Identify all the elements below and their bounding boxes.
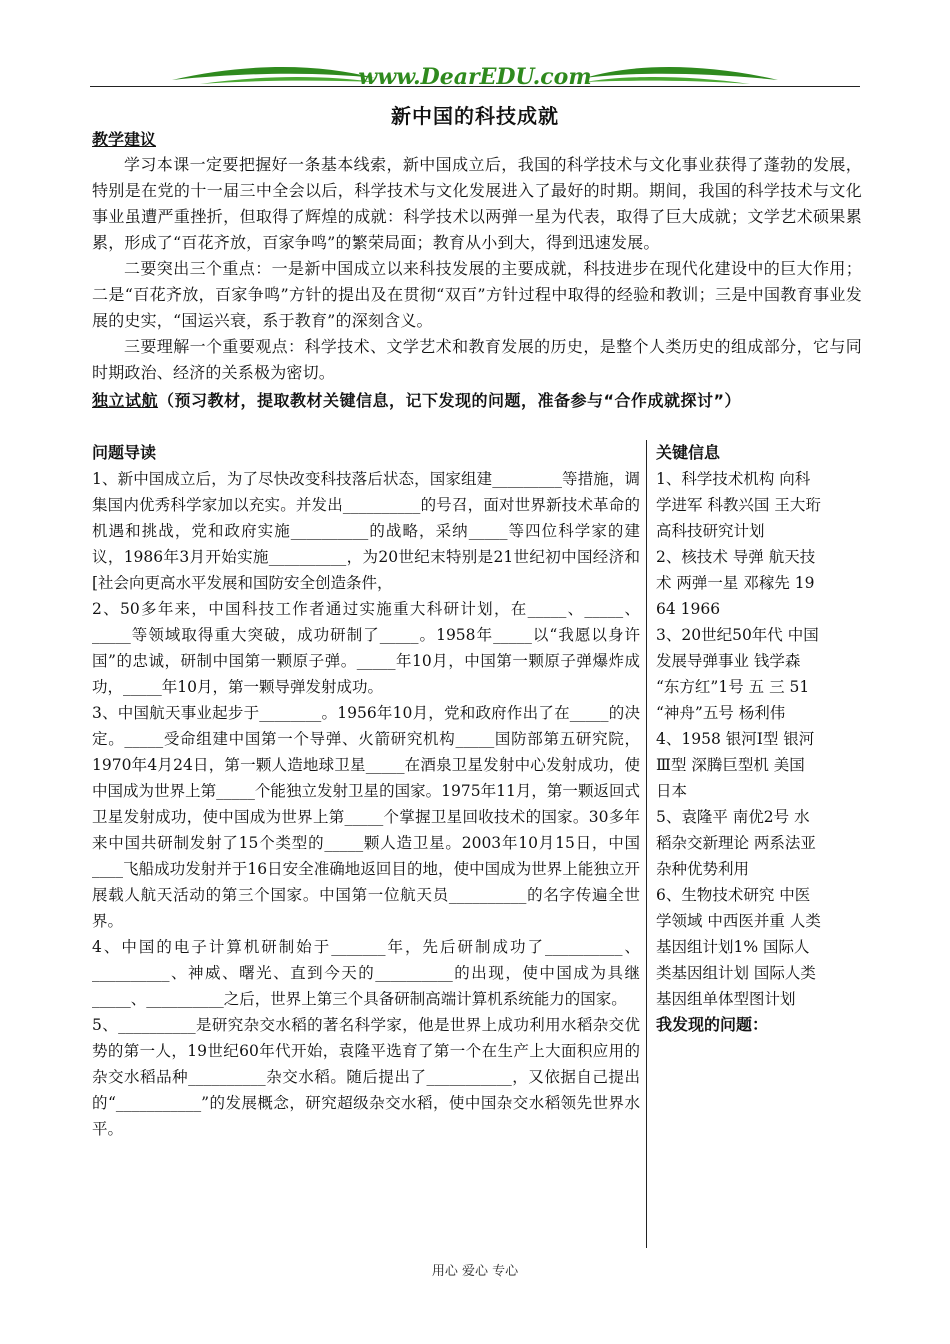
question-item: 5、__________是研究杂交水稻的著名科学家，他是世界上成功利用水稻杂交优势的第一人，19世纪60年代开始，袁隆平选育了第一个在生产上大面积应用的杂交水稻品种__________杂交水稻。随后提出了___________，又依据自己提出的“___________”的发展概念，研究超级杂交水稻，使中国杂交水稻领先世界水平。 — [92, 1016, 640, 1138]
section-subtitle: （预习教材，提取教材关键信息，记下发现的问题，准备参与“合作成就探讨”） — [158, 391, 742, 410]
independent-task-heading — [92, 388, 862, 414]
key-info-column — [656, 440, 822, 1038]
column-divider — [646, 440, 647, 1248]
key-info-item: 3、20世纪50年代 中国发展导弹事业 钱学森 “东方红”1号 五 三 51 “神舟”五号 杨利伟 — [656, 626, 819, 722]
two-column-table — [92, 440, 822, 1248]
key-info-item: 6、生物技术研究 中医学领域 中西医并重 人类基因组计划1% 国际人类基因组计划 国际人类基因组单体型图计划 — [656, 886, 821, 1008]
page-footer: 用心 爱心 专心 — [431, 1264, 519, 1279]
section-heading-independent: 独立试航 — [92, 391, 159, 410]
found-problems-label: 我发现的问题： — [656, 1015, 769, 1034]
key-info-item: 4、1958 银河Ⅰ型 银河Ⅲ型 深腾巨型机 美国 日本 — [656, 730, 815, 800]
page-title: 新中国的科技成就 — [391, 104, 559, 128]
question-item: 3、中国航天事业起步于________。1956年10月，党和政府作出了在_____的决定。_____受命组建中国第一个导弹、火箭研究机构_____国防部第五研究院，1970年4月24日，第一颗人造地球卫星_____在酒泉卫星发射中心发射成功，使中国成为世界上第_____个能独立发射卫星的国家。1975年11月，第一颗返回式卫星发射成功，使中国成为世界上第_____个掌握卫星回收技术的国家。30多年来中国共研制发射了15个类型的_____颗人造卫星。2003年10月15日，中国____飞船成功发射并于16日安全准确地返回目的地，使中国成为世界上能独立开展载人航天活动的第三个国家。中国第一位航天员__________的名字传遍全世界。 — [92, 704, 640, 930]
swoosh-left-icon — [172, 67, 375, 84]
paragraph-1: 学习本课一定要把握好一条基本线索，新中国成立后，我国的科学技术与文化事业获得了蓬勃的发展，特别是在党的十一届三中全会以后，科学技术与文化发展进入了最好的时期。期间，我国的科学技术与文化事业虽遭严重挫折，但取得了辉煌的成就：科学技术以两弹一星为代表，取得了巨大成就；文学艺术硕果累累，形成了“百花齐放，百家争鸣”的繁荣局面；教育从小到大，得到迅速发展。 — [92, 155, 862, 252]
question-item: 4、中国的电子计算机研制始于_______年，先后研制成功了__________、__________、神威、曙光、直到今天的__________的出现，使中国成为具继_____、__________之后，世界上第三个具备研制高端计算机系统能力的国家。 — [92, 938, 640, 1008]
question-column — [92, 440, 640, 1142]
site-logo-text: www.DearEDU.com — [358, 64, 592, 90]
question-column-heading: 问题导读 — [92, 443, 157, 462]
key-info-item: 2、核技术 导弹 航天技术 两弹一星 邓稼先 1964 1966 — [656, 548, 816, 618]
key-info-item: 5、袁隆平 南优2号 水稻杂交新理论 两系法亚杂种优势利用 — [656, 808, 816, 878]
teaching-suggestions — [92, 128, 862, 414]
section-heading-teaching: 教学建议 — [92, 130, 157, 149]
paragraph-2: 二要突出三个重点：一是新中国成立以来科技发展的主要成就，科技进步在现代化建设中的巨大作用；二是“百花齐放，百家争鸣”方针的提出及在贯彻“双百”方针过程中取得的经验和教训；三是中国教育事业发展的史实，“国运兴衰，系于教育”的深刻含义。 — [92, 259, 862, 330]
swoosh-right-icon — [585, 67, 778, 84]
paragraph-3: 三要理解一个重要观点：科学技术、文学艺术和教育发展的历史，是整个人类历史的组成部分，它与同时期政治、经济的关系极为密切。 — [92, 337, 862, 382]
key-info-heading: 关键信息 — [656, 443, 721, 462]
key-info-item: 1、科学技术机构 向科学进军 科教兴国 王大珩 高科技研究计划 — [656, 470, 821, 540]
header-rule — [90, 86, 860, 87]
question-item: 2、50多年来，中国科技工作者通过实施重大科研计划，在_____、_____、_____等领域取得重大突破，成功研制了_____。1958年_____以“我愿以身许国”的忠诚，研制中国第一颗原子弹。_____年10月，中国第一颗原子弹爆炸成功，_____年10月，第一颗导弹发射成功。 — [92, 600, 640, 696]
question-item: 1、新中国成立后，为了尽快改变科技落后状态，国家组建_________等措施，调集国内优秀科学家加以充实。并发出__________的号召，面对世界新技术革命的机遇和挑战，党和政府实施__________的战略，采纳_____等四位科学家的建议，1986年3月开始实施__________，为20世纪末特别是21世纪初中国经济和[社会向更高水平发展和国防安全创造条件， — [92, 470, 640, 592]
